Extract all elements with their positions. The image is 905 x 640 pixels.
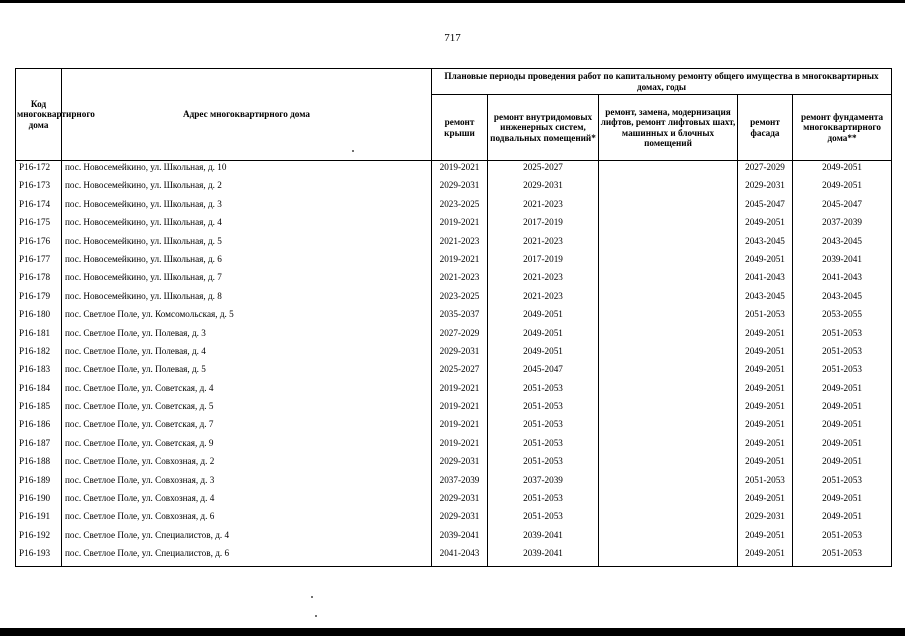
row-roof-repair: 2021-2023 xyxy=(432,271,488,289)
row-internal-systems-repair: 2051-2053 xyxy=(488,418,599,436)
row-lift-repair xyxy=(599,437,738,455)
row-internal-systems-repair: 2037-2039 xyxy=(488,474,599,492)
row-code: Р16-178 xyxy=(16,271,62,289)
row-foundation-repair: 2049-2051 xyxy=(793,418,892,436)
row-internal-systems-repair: 2051-2053 xyxy=(488,400,599,418)
row-internal-systems-repair: 2017-2019 xyxy=(488,253,599,271)
row-address: пос. Новосемейкино, ул. Школьная, д. 10 xyxy=(62,161,432,180)
row-address: пос. Светлое Поле, ул. Советская, д. 9 xyxy=(62,437,432,455)
row-lift-repair xyxy=(599,198,738,216)
row-address: пос. Новосемейкино, ул. Школьная, д. 5 xyxy=(62,235,432,253)
row-foundation-repair: 2041-2043 xyxy=(793,271,892,289)
row-foundation-repair: 2053-2055 xyxy=(793,308,892,326)
row-lift-repair xyxy=(599,216,738,234)
row-foundation-repair: 2043-2045 xyxy=(793,290,892,308)
row-internal-systems-repair: 2051-2053 xyxy=(488,455,599,473)
row-foundation-repair: 2051-2053 xyxy=(793,474,892,492)
row-code: Р16-184 xyxy=(16,382,62,400)
table-row xyxy=(16,455,892,473)
row-roof-repair: 2029-2031 xyxy=(432,179,488,197)
row-roof-repair: 2019-2021 xyxy=(432,161,488,180)
bottom-border-rule xyxy=(0,628,905,636)
table-row xyxy=(16,437,892,455)
row-lift-repair xyxy=(599,474,738,492)
row-lift-repair xyxy=(599,290,738,308)
row-lift-repair xyxy=(599,529,738,547)
row-internal-systems-repair: 2021-2023 xyxy=(488,235,599,253)
row-address: пос. Светлое Поле, ул. Полевая, д. 4 xyxy=(62,345,432,363)
row-facade-repair: 2049-2051 xyxy=(738,363,793,381)
row-address: пос. Светлое Поле, ул. Советская, д. 4 xyxy=(62,382,432,400)
row-lift-repair xyxy=(599,400,738,418)
header-lift-repair: ремонт, замена, модернизация лифтов, ремонт лифтовых шахт, машинных и блочных помещений xyxy=(599,95,738,161)
row-facade-repair: 2049-2051 xyxy=(738,529,793,547)
row-foundation-repair: 2045-2047 xyxy=(793,198,892,216)
row-facade-repair: 2049-2051 xyxy=(738,382,793,400)
row-roof-repair: 2027-2029 xyxy=(432,327,488,345)
row-roof-repair: 2021-2023 xyxy=(432,235,488,253)
row-address: пос. Светлое Поле, ул. Советская, д. 7 xyxy=(62,418,432,436)
row-foundation-repair: 2049-2051 xyxy=(793,382,892,400)
row-roof-repair: 2039-2041 xyxy=(432,529,488,547)
table-row xyxy=(16,382,892,400)
header-internal-systems-repair: ремонт внутридомовых инженерных систем, подвальных помещений* xyxy=(488,95,599,161)
table-row xyxy=(16,179,892,197)
row-roof-repair: 2029-2031 xyxy=(432,510,488,528)
row-code: Р16-185 xyxy=(16,400,62,418)
row-code: Р16-176 xyxy=(16,235,62,253)
row-roof-repair: 2029-2031 xyxy=(432,492,488,510)
row-code: Р16-181 xyxy=(16,327,62,345)
row-address: пос. Светлое Поле, ул. Совхозная, д. 2 xyxy=(62,455,432,473)
row-lift-repair xyxy=(599,418,738,436)
row-internal-systems-repair: 2025-2027 xyxy=(488,161,599,180)
row-code: Р16-172 xyxy=(16,161,62,180)
row-lift-repair xyxy=(599,363,738,381)
row-internal-systems-repair: 2049-2051 xyxy=(488,308,599,326)
row-code: Р16-179 xyxy=(16,290,62,308)
row-facade-repair: 2029-2031 xyxy=(738,510,793,528)
row-internal-systems-repair: 2049-2051 xyxy=(488,327,599,345)
row-facade-repair: 2043-2045 xyxy=(738,290,793,308)
row-facade-repair: 2049-2051 xyxy=(738,418,793,436)
row-address: пос. Новосемейкино, ул. Школьная, д. 2 xyxy=(62,179,432,197)
row-address: пос. Светлое Поле, ул. Специалистов, д. 4 xyxy=(62,529,432,547)
row-facade-repair: 2049-2051 xyxy=(738,253,793,271)
row-lift-repair xyxy=(599,253,738,271)
table-row xyxy=(16,547,892,566)
table-row xyxy=(16,474,892,492)
row-facade-repair: 2049-2051 xyxy=(738,345,793,363)
row-internal-systems-repair: 2039-2041 xyxy=(488,529,599,547)
row-facade-repair: 2027-2029 xyxy=(738,161,793,180)
row-address: пос. Светлое Поле, ул. Специалистов, д. 6 xyxy=(62,547,432,566)
row-internal-systems-repair: 2029-2031 xyxy=(488,179,599,197)
row-foundation-repair: 2049-2051 xyxy=(793,455,892,473)
capital-repair-schedule-table xyxy=(15,68,892,567)
row-roof-repair: 2035-2037 xyxy=(432,308,488,326)
table-row xyxy=(16,492,892,510)
row-facade-repair: 2029-2031 xyxy=(738,179,793,197)
scan-speck xyxy=(311,596,313,598)
row-address: пос. Новосемейкино, ул. Школьная, д. 7 xyxy=(62,271,432,289)
row-code: Р16-173 xyxy=(16,179,62,197)
row-internal-systems-repair: 2049-2051 xyxy=(488,345,599,363)
row-foundation-repair: 2051-2053 xyxy=(793,345,892,363)
header-facade-repair: ремонт фасада xyxy=(738,95,793,161)
top-border-rule xyxy=(0,0,905,3)
scan-speck xyxy=(315,615,317,617)
row-internal-systems-repair: 2021-2023 xyxy=(488,271,599,289)
row-foundation-repair: 2049-2051 xyxy=(793,161,892,180)
row-address: пос. Светлое Поле, ул. Совхозная, д. 6 xyxy=(62,510,432,528)
row-code: Р16-191 xyxy=(16,510,62,528)
row-address: пос. Светлое Поле, ул. Полевая, д. 3 xyxy=(62,327,432,345)
row-roof-repair: 2025-2027 xyxy=(432,363,488,381)
row-internal-systems-repair: 2021-2023 xyxy=(488,198,599,216)
row-foundation-repair: 2043-2045 xyxy=(793,235,892,253)
row-address: пос. Светлое Поле, ул. Совхозная, д. 4 xyxy=(62,492,432,510)
row-address: пос. Новосемейкино, ул. Школьная, д. 3 xyxy=(62,198,432,216)
row-roof-repair: 2023-2025 xyxy=(432,198,488,216)
row-foundation-repair: 2051-2053 xyxy=(793,363,892,381)
row-address: пос. Новосемейкино, ул. Школьная, д. 4 xyxy=(62,216,432,234)
table-row xyxy=(16,529,892,547)
table-row xyxy=(16,363,892,381)
table-row xyxy=(16,161,892,180)
table-row xyxy=(16,418,892,436)
row-internal-systems-repair: 2021-2023 xyxy=(488,290,599,308)
row-facade-repair: 2041-2043 xyxy=(738,271,793,289)
row-roof-repair: 2037-2039 xyxy=(432,474,488,492)
row-roof-repair: 2019-2021 xyxy=(432,382,488,400)
row-lift-repair xyxy=(599,235,738,253)
row-facade-repair: 2049-2051 xyxy=(738,437,793,455)
row-foundation-repair: 2049-2051 xyxy=(793,400,892,418)
header-foundation-repair: ремонт фундамента многоквартирного дома** xyxy=(793,95,892,161)
table-header xyxy=(16,69,892,161)
scan-speck xyxy=(352,150,354,152)
row-facade-repair: 2051-2053 xyxy=(738,308,793,326)
table-row xyxy=(16,290,892,308)
row-roof-repair: 2019-2021 xyxy=(432,418,488,436)
header-planned-periods: Плановые периоды проведения работ по капитальному ремонту общего имущества в многоквартирных домах, годы xyxy=(432,69,892,95)
row-facade-repair: 2049-2051 xyxy=(738,492,793,510)
row-facade-repair: 2049-2051 xyxy=(738,455,793,473)
row-lift-repair xyxy=(599,547,738,566)
page-number: 717 xyxy=(444,32,461,44)
row-facade-repair: 2043-2045 xyxy=(738,235,793,253)
row-code: Р16-183 xyxy=(16,363,62,381)
header-code: Код многоквартирного дома xyxy=(16,69,62,161)
row-internal-systems-repair: 2051-2053 xyxy=(488,382,599,400)
row-code: Р16-180 xyxy=(16,308,62,326)
row-address: пос. Светлое Поле, ул. Комсомольская, д. 5 xyxy=(62,308,432,326)
row-address: пос. Новосемейкино, ул. Школьная, д. 8 xyxy=(62,290,432,308)
table-row xyxy=(16,235,892,253)
row-roof-repair: 2019-2021 xyxy=(432,253,488,271)
row-code: Р16-187 xyxy=(16,437,62,455)
table-row xyxy=(16,345,892,363)
row-foundation-repair: 2037-2039 xyxy=(793,216,892,234)
row-roof-repair: 2029-2031 xyxy=(432,455,488,473)
row-code: Р16-188 xyxy=(16,455,62,473)
row-code: Р16-174 xyxy=(16,198,62,216)
table-row xyxy=(16,327,892,345)
row-internal-systems-repair: 2051-2053 xyxy=(488,437,599,455)
row-internal-systems-repair: 2051-2053 xyxy=(488,510,599,528)
row-internal-systems-repair: 2051-2053 xyxy=(488,492,599,510)
row-code: Р16-186 xyxy=(16,418,62,436)
row-facade-repair: 2049-2051 xyxy=(738,547,793,566)
table-row xyxy=(16,198,892,216)
header-roof-repair: ремонт крыши xyxy=(432,95,488,161)
row-roof-repair: 2041-2043 xyxy=(432,547,488,566)
row-foundation-repair: 2039-2041 xyxy=(793,253,892,271)
row-lift-repair xyxy=(599,327,738,345)
row-foundation-repair: 2049-2051 xyxy=(793,179,892,197)
table-row xyxy=(16,216,892,234)
row-lift-repair xyxy=(599,161,738,180)
table-body xyxy=(16,161,892,567)
row-roof-repair: 2019-2021 xyxy=(432,216,488,234)
row-lift-repair xyxy=(599,382,738,400)
row-lift-repair xyxy=(599,271,738,289)
row-foundation-repair: 2051-2053 xyxy=(793,327,892,345)
row-roof-repair: 2023-2025 xyxy=(432,290,488,308)
row-facade-repair: 2049-2051 xyxy=(738,400,793,418)
row-address: пос. Светлое Поле, ул. Полевая, д. 5 xyxy=(62,363,432,381)
row-code: Р16-189 xyxy=(16,474,62,492)
row-roof-repair: 2029-2031 xyxy=(432,345,488,363)
table-row xyxy=(16,510,892,528)
row-foundation-repair: 2051-2053 xyxy=(793,547,892,566)
row-code: Р16-177 xyxy=(16,253,62,271)
row-code: Р16-192 xyxy=(16,529,62,547)
row-foundation-repair: 2049-2051 xyxy=(793,510,892,528)
row-lift-repair xyxy=(599,492,738,510)
row-lift-repair xyxy=(599,179,738,197)
table-row xyxy=(16,253,892,271)
row-internal-systems-repair: 2039-2041 xyxy=(488,547,599,566)
row-lift-repair xyxy=(599,345,738,363)
row-foundation-repair: 2049-2051 xyxy=(793,437,892,455)
row-facade-repair: 2049-2051 xyxy=(738,216,793,234)
header-address: Адрес многоквартирного дома xyxy=(62,69,432,161)
row-internal-systems-repair: 2017-2019 xyxy=(488,216,599,234)
row-address: пос. Новосемейкино, ул. Школьная, д. 6 xyxy=(62,253,432,271)
row-foundation-repair: 2051-2053 xyxy=(793,529,892,547)
row-roof-repair: 2019-2021 xyxy=(432,400,488,418)
row-code: Р16-190 xyxy=(16,492,62,510)
row-code: Р16-182 xyxy=(16,345,62,363)
row-facade-repair: 2049-2051 xyxy=(738,327,793,345)
row-facade-repair: 2045-2047 xyxy=(738,198,793,216)
row-internal-systems-repair: 2045-2047 xyxy=(488,363,599,381)
row-address: пос. Светлое Поле, ул. Совхозная, д. 3 xyxy=(62,474,432,492)
row-lift-repair xyxy=(599,455,738,473)
row-lift-repair xyxy=(599,510,738,528)
row-facade-repair: 2051-2053 xyxy=(738,474,793,492)
table-row xyxy=(16,400,892,418)
table-row xyxy=(16,308,892,326)
row-code: Р16-175 xyxy=(16,216,62,234)
row-code: Р16-193 xyxy=(16,547,62,566)
table-row xyxy=(16,271,892,289)
row-roof-repair: 2019-2021 xyxy=(432,437,488,455)
row-foundation-repair: 2049-2051 xyxy=(793,492,892,510)
row-address: пос. Светлое Поле, ул. Советская, д. 5 xyxy=(62,400,432,418)
row-lift-repair xyxy=(599,308,738,326)
